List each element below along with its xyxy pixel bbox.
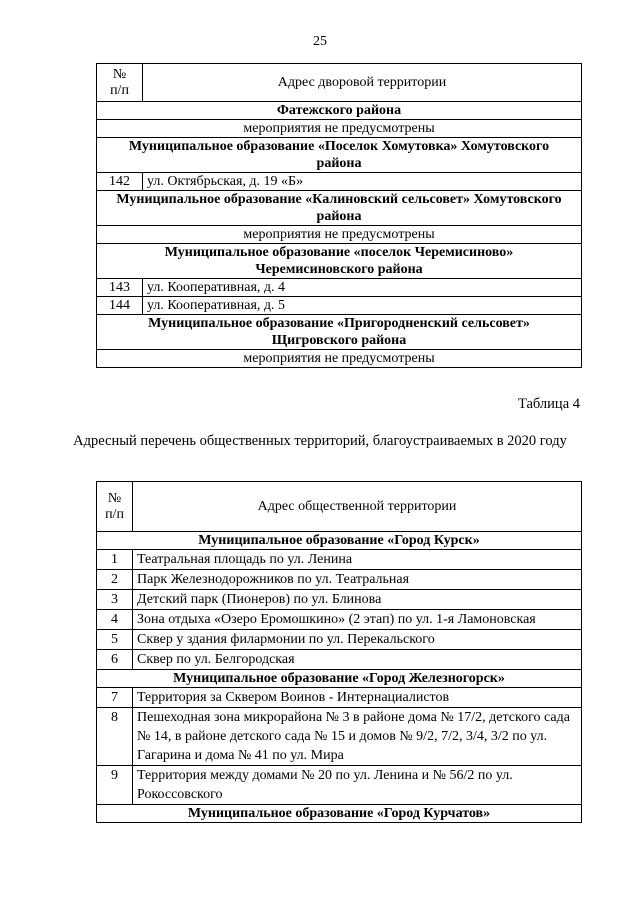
table-row	[97, 766, 582, 805]
header-num-cell: № п/п	[97, 64, 143, 102]
section-header-row	[97, 244, 582, 279]
row-address: ул. Октябрьская, д. 19 «Б»	[143, 173, 582, 191]
section-title: Муниципальное образование «Город Железногорск»	[97, 670, 582, 688]
row-number: 9	[97, 766, 133, 805]
note-row	[97, 350, 582, 368]
section-header-row	[97, 670, 582, 688]
table-row	[97, 297, 582, 315]
row-number: 4	[97, 610, 133, 630]
row-address: Зона отдыха «Озеро Еромошкино» (2 этап) по ул. 1-я Ламоновская	[133, 610, 582, 630]
table-row	[97, 610, 582, 630]
table-row	[97, 550, 582, 570]
row-address: Территория за Сквером Воинов - Интернациалистов	[133, 688, 582, 708]
section-title: Муниципальное образование «Пригородненский сельсовет» Щигровского района	[97, 315, 582, 350]
row-address: Сквер у здания филармонии по ул. Перекальского	[133, 630, 582, 650]
table-caption: Адресный перечень общественных территорий, благоустраиваемых в 2020 году	[73, 433, 567, 449]
section-header-row	[97, 532, 582, 550]
header-address-cell: Адрес дворовой территории	[143, 64, 582, 102]
section-title: Муниципальное образование «Город Курчатов»	[97, 805, 582, 823]
note-row	[97, 120, 582, 138]
row-number: 144	[97, 297, 143, 315]
row-number: 1	[97, 550, 133, 570]
row-number: 8	[97, 708, 133, 766]
row-address: ул. Кооперативная, д. 4	[143, 279, 582, 297]
table-row	[97, 650, 582, 670]
page-number: 25	[313, 34, 327, 49]
table-label: Таблица 4	[517, 396, 580, 412]
section-header-row	[97, 315, 582, 350]
row-address: Театральная площадь по ул. Ленина	[133, 550, 582, 570]
section-header-row	[97, 138, 582, 173]
row-number: 2	[97, 570, 133, 590]
row-address: Пешеходная зона микрорайона № 3 в районе дома № 17/2, детского сада № 14, в районе детского сада № 15 и домов № 9/2, 7/2, 3/4, 3/2 по ул. Гагарина и дома № 41 по ул. Мира	[133, 708, 582, 766]
row-address: Сквер по ул. Белгородская	[133, 650, 582, 670]
row-address: Парк Железнодорожников по ул. Театральная	[133, 570, 582, 590]
section-header-row	[97, 191, 582, 226]
table-header-row	[97, 64, 582, 102]
row-number: 6	[97, 650, 133, 670]
table-row	[97, 590, 582, 610]
row-number: 143	[97, 279, 143, 297]
section-header-row	[97, 805, 582, 823]
table-row	[97, 630, 582, 650]
note-text: мероприятия не предусмотрены	[97, 350, 582, 368]
table-row	[97, 688, 582, 708]
public-territories-table	[96, 481, 582, 823]
row-address: Детский парк (Пионеров) по ул. Блинова	[133, 590, 582, 610]
row-number: 3	[97, 590, 133, 610]
section-title: Муниципальное образование «поселок Черемисиново» Черемисиновского района	[97, 244, 582, 279]
header-address-cell: Адрес общественной территории	[133, 482, 582, 532]
table-row	[97, 708, 582, 766]
row-address: ул. Кооперативная, д. 5	[143, 297, 582, 315]
table-header-row	[97, 482, 582, 532]
section-title: Муниципальное образование «Калиновский сельсовет» Хомутовского района	[97, 191, 582, 226]
section-title: Фатежского района	[97, 102, 582, 120]
table-row	[97, 279, 582, 297]
row-number: 5	[97, 630, 133, 650]
section-title: Муниципальное образование «Поселок Хомутовка» Хомутовского района	[97, 138, 582, 173]
note-row	[97, 226, 582, 244]
table-row	[97, 173, 582, 191]
header-num-cell: № п/п	[97, 482, 133, 532]
note-text: мероприятия не предусмотрены	[97, 226, 582, 244]
section-title: Муниципальное образование «Город Курск»	[97, 532, 582, 550]
row-number: 7	[97, 688, 133, 708]
table-row	[97, 570, 582, 590]
note-text: мероприятия не предусмотрены	[97, 120, 582, 138]
row-address: Территория между домами № 20 по ул. Ленина и № 56/2 по ул. Рокоссовского	[133, 766, 582, 805]
courtyard-territories-table	[96, 63, 582, 368]
row-number: 142	[97, 173, 143, 191]
section-header-row	[97, 102, 582, 120]
